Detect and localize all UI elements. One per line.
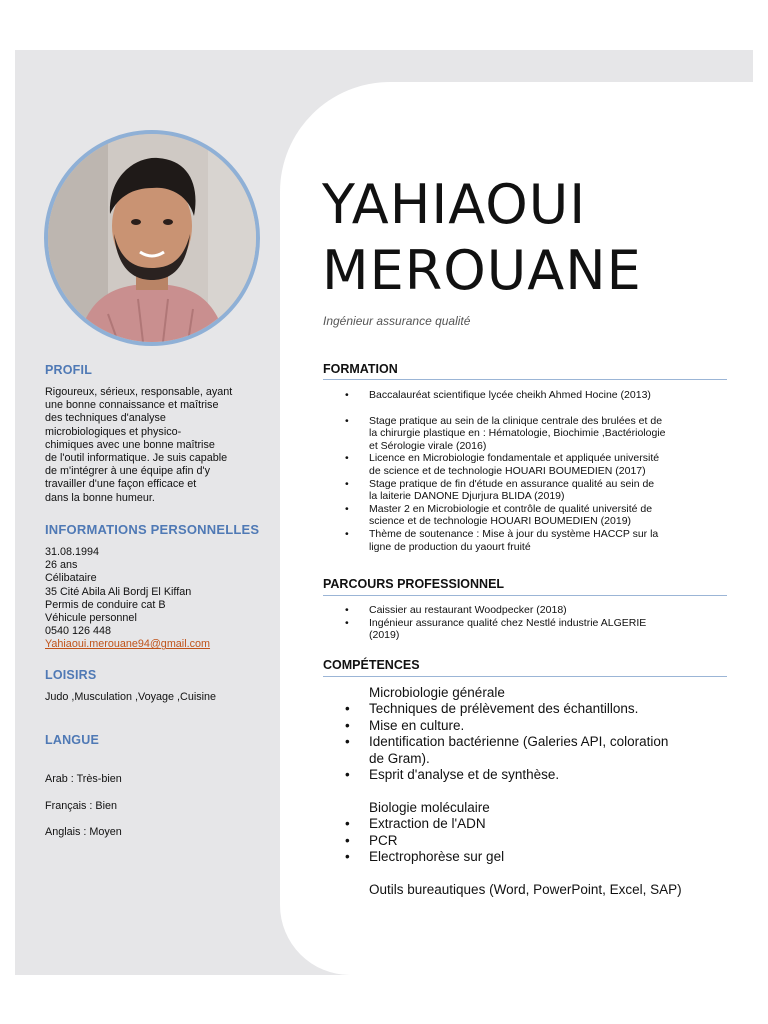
job-title: Ingénieur assurance qualité [323, 314, 471, 328]
formation-item [323, 389, 727, 402]
bullet-icon: • [345, 717, 350, 733]
skill-item [323, 718, 743, 734]
formation-item [323, 452, 727, 477]
skill-item [323, 816, 743, 832]
formation-item [323, 415, 727, 453]
profil-line: travailler d'une façon efficace et [45, 478, 197, 491]
formation-divider [323, 379, 727, 380]
formation-item-text: Baccalauréat scientifique lycée cheikh Ahmed Hocine (2013) [369, 389, 651, 401]
formation-list [323, 389, 727, 553]
competences-divider [323, 676, 727, 677]
profil-line: chimiques avec une bonne maîtrise [45, 438, 215, 451]
profil-line: dans la bonne humeur. [45, 491, 155, 504]
skill-group-title: Outils bureautiques (Word, PowerPoint, Excel, SAP) [369, 881, 682, 897]
profil-text [45, 386, 263, 505]
formation-item [323, 528, 727, 553]
skill-group-title: Biologie moléculaire [369, 799, 490, 815]
bullet-icon: • [345, 452, 349, 465]
loisirs-text: Judo ,Musculation ,Voyage ,Cuisine [45, 691, 217, 703]
vehicle: Véhicule personnel [45, 612, 137, 625]
competences-heading: COMPÉTENCES [323, 658, 420, 672]
skill-item-text: Extraction de l'ADN [369, 816, 486, 832]
profil-heading: PROFIL [45, 363, 93, 377]
profil-line: microbiologiques et physico- [45, 425, 182, 438]
formation-item [323, 503, 727, 528]
competences-list [323, 685, 743, 898]
bullet-icon: • [345, 816, 350, 832]
formation-item-text: Stage pratique au sein de la clinique centrale des brulées et de [369, 414, 663, 427]
email-link[interactable]: Yahiaoui.merouane94@gmail.com [45, 638, 211, 651]
formation-heading: FORMATION [323, 362, 398, 376]
formation-item-text: Stage pratique de fin d'étude en assurance qualité au sein de [369, 477, 655, 490]
candidate-name [322, 172, 642, 304]
bullet-icon: • [345, 832, 350, 848]
parcours-list [323, 604, 727, 642]
formation-item-text: ligne de production du yaourt fruité [369, 540, 531, 553]
profil-line: des techniques d'analyse [45, 412, 166, 425]
bullet-icon: • [345, 767, 350, 783]
parcours-item [323, 604, 727, 617]
parcours-item-text: Ingénieur assurance qualité chez Nestlé industrie ALGERIE [369, 616, 647, 629]
bullet-icon: • [345, 414, 349, 427]
formation-item [323, 478, 727, 503]
profil-line: de l'outil informatique. Je suis capable [45, 452, 228, 465]
profil-line: une bonne connaissance et maîtrise [45, 399, 219, 412]
formation-item-text: de science et de technologie HOUARI BOUMEDIEN (2017) [369, 464, 646, 477]
skill-item-text: Mise en culture. [369, 717, 465, 733]
birth-date: 31.08.1994 [45, 546, 100, 558]
bullet-icon: • [345, 604, 349, 616]
skill-group-spacer [323, 865, 743, 881]
bullet-icon: • [345, 849, 350, 865]
parcours-divider [323, 595, 727, 596]
first-name: MEROUANE [322, 239, 642, 302]
loisirs-heading: LOISIRS [45, 668, 97, 682]
bullet-icon: • [345, 701, 350, 717]
person-portrait-icon [48, 134, 256, 342]
bullet-icon: • [345, 477, 349, 490]
profil-line: Rigoureux, sérieux, responsable, ayant [45, 386, 233, 398]
formation-item-text: Master 2 en Microbiologie et contrôle de qualité université de [369, 502, 653, 515]
skill-item-text: PCR [369, 832, 398, 848]
language-item-french: Français : Bien [45, 800, 118, 812]
langue-heading: LANGUE [45, 733, 99, 747]
skill-item [323, 833, 743, 849]
formation-item-text: la laiterie DANONE Djurjura BLIDA (2019) [369, 490, 565, 503]
parcours-heading: PARCOURS PROFESSIONNEL [323, 577, 505, 591]
skill-item-text: Techniques de prélèvement des échantillons. [369, 701, 639, 717]
bullet-icon: • [345, 527, 349, 540]
phone-number: 0540 126 448 [45, 625, 112, 638]
marital-status: Célibataire [45, 572, 97, 585]
age: 26 ans [45, 559, 78, 572]
parcours-item [323, 617, 727, 642]
skill-item-text: Esprit d'analyse et de synthèse. [369, 767, 560, 783]
bullet-icon: • [345, 734, 350, 750]
skill-group-spacer [323, 783, 743, 799]
skill-item [323, 767, 743, 783]
profil-line: de m'intégrer à une équipe afin d'y [45, 465, 210, 478]
formation-item-text: et Sérologie virale (2016) [369, 439, 487, 452]
infos-heading: INFORMATIONS PERSONNELLES [45, 522, 260, 537]
formation-item-text: Thème de soutenance : Mise à jour du système HACCP sur la [369, 527, 659, 540]
skill-item [323, 701, 743, 717]
skill-group-title: Microbiologie générale [369, 685, 505, 700]
address: 35 Cité Abila Ali Bordj El Kiffan [45, 585, 192, 598]
skill-item-text: Identification bactérienne (Galeries API, coloration [369, 734, 669, 750]
skill-item [323, 849, 743, 865]
language-item-arab: Arab : Très-bien [45, 773, 122, 785]
profile-photo [44, 130, 260, 346]
skill-item-text: de Gram). [369, 750, 430, 766]
bullet-icon: • [345, 616, 349, 629]
parcours-item-text: (2019) [369, 629, 400, 642]
parcours-item-text: Caissier au restaurant Woodpecker (2018) [369, 604, 567, 616]
skill-item-text: Electrophorèse sur gel [369, 849, 505, 865]
last-name: YAHIAOUI [322, 173, 587, 236]
formation-item-text: Licence en Microbiologie fondamentale et appliquée université [369, 452, 660, 465]
infos-list [45, 546, 263, 652]
driving-license: Permis de conduire cat B [45, 598, 166, 611]
formation-item-text: la chirurgie plastique en : Hématologie, Biochimie ,Bactériologie [369, 427, 666, 440]
bullet-icon: • [345, 389, 349, 401]
formation-item-text: science et de technologie HOUARI BOUMEDIEN (2019) [369, 515, 632, 528]
skill-item [323, 734, 743, 767]
language-item-english: Anglais : Moyen [45, 826, 122, 838]
bullet-icon: • [345, 502, 349, 515]
